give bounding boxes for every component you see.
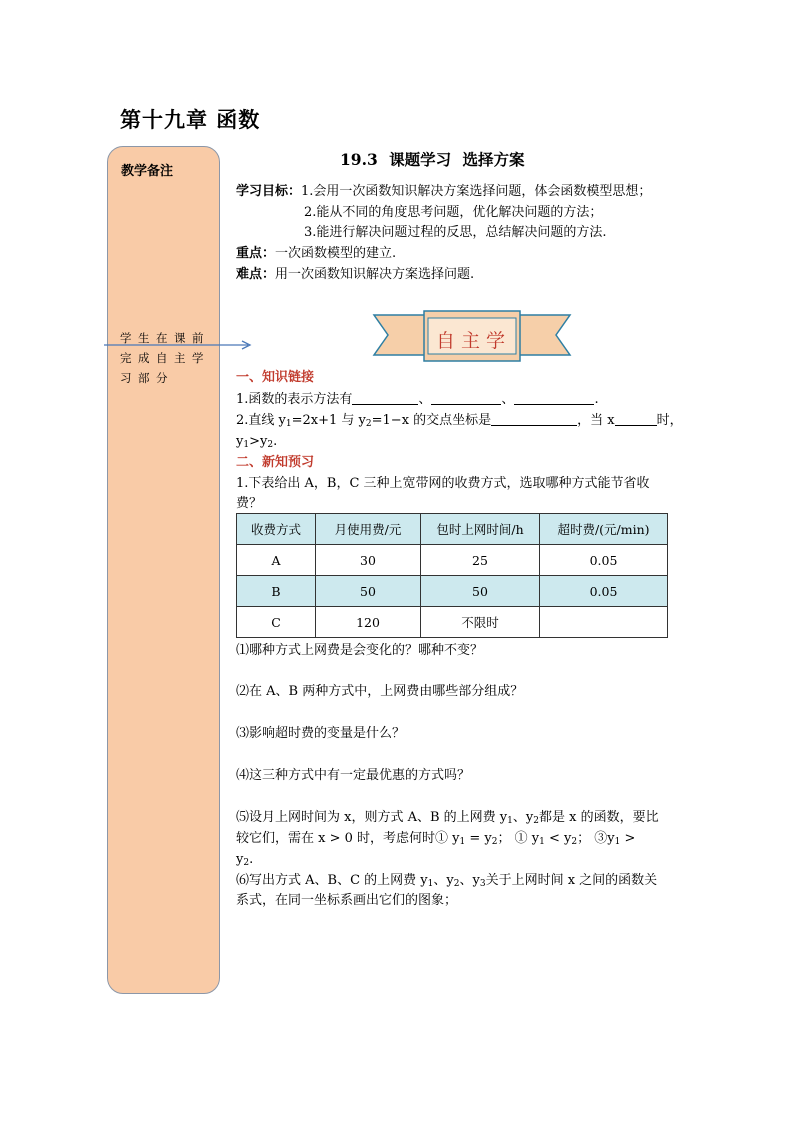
q6-text: 关于上网时间 x 之间的函数关 — [485, 873, 658, 888]
q5-text: = y — [465, 831, 492, 846]
sub-question: ⑴哪种方式上网费是会变化的？哪种不变？ — [236, 643, 484, 658]
table-header-row — [237, 514, 668, 545]
q5-text: > — [620, 831, 636, 846]
subscript: 2 — [491, 837, 498, 847]
subscript: 2 — [571, 837, 578, 847]
q5-text: 都是 x 的函数，要比 — [538, 810, 659, 825]
chapter-title: 第十九章 函数 — [120, 107, 261, 132]
q1-text: 1.函数的表示方法有 — [236, 392, 353, 407]
q6-text: 、y — [433, 873, 454, 888]
table-header-cell: 月使用费/元 — [316, 514, 421, 545]
section-heading: 二、新知预习 — [236, 455, 315, 470]
q2-text: >y — [249, 434, 268, 449]
sub-question-6: 系式，在同一坐标系画出它们的图象； — [236, 893, 458, 908]
q5-text: y — [236, 852, 244, 867]
teaching-notes-sidebar — [107, 146, 220, 994]
difficulty — [236, 265, 474, 284]
table-cell: 50 — [421, 576, 540, 607]
table-header-cell: 包时上网时间/h — [421, 514, 540, 545]
table-cell: 50 — [316, 576, 421, 607]
answer-blank[interactable] — [431, 391, 501, 405]
subscript: 2 — [533, 816, 539, 826]
subscript: 2 — [243, 858, 250, 868]
subscript: 1 — [539, 837, 545, 847]
table-row — [237, 576, 668, 607]
q6-text: ⑹写出方式 A、B、C 的上网费 y — [236, 873, 428, 888]
subscript: 2 — [267, 440, 274, 450]
q2-text: y — [236, 434, 244, 449]
difficulty-label: 难点： — [236, 267, 276, 282]
table-cell — [540, 607, 668, 638]
sub-question: ⑵在 A、B 两种方式中，上网费由哪些部分组成？ — [236, 684, 524, 699]
table-header-cell: 收费方式 — [237, 514, 316, 545]
section-heading: 一、知识链接 — [236, 370, 315, 385]
q1-sep: 、 — [418, 392, 432, 407]
answer-blank[interactable] — [491, 412, 577, 426]
lesson-title: 19.3 课题学习 选择方案 — [340, 150, 525, 169]
subscript: 1 — [614, 837, 621, 847]
q1-sep: 、 — [501, 392, 515, 407]
sub-question: ⑶影响超时费的变量是什么？ — [236, 726, 406, 741]
table-cell: 25 — [421, 545, 540, 576]
sub-question-5 — [236, 808, 659, 831]
q2-text: 时， — [656, 413, 683, 428]
subscript: 1 — [459, 837, 466, 847]
q2-text: . — [273, 434, 278, 449]
table-cell: A — [237, 545, 316, 576]
table-row — [237, 545, 668, 576]
key-point — [236, 244, 396, 263]
fee-table — [236, 513, 668, 638]
q5-text: ⑸设月上网时间为 x，则方式 A、B 的上网费 y — [236, 810, 508, 825]
objectives-line-1 — [236, 182, 651, 201]
question-2-continued — [236, 432, 277, 455]
subscript: 2 — [453, 879, 460, 889]
table-header-cell: 超时费/(元/min) — [540, 514, 668, 545]
sidebar-note: 学生在课前完成自主学习部分 — [120, 331, 210, 385]
table-cell: C — [237, 607, 316, 638]
table-cell: 0.05 — [540, 576, 668, 607]
table-intro: 费？ — [236, 496, 263, 511]
subscript: 1 — [243, 440, 250, 450]
subscript: 1 — [285, 419, 292, 429]
sub-question-5 — [236, 829, 635, 852]
q5-text: . — [249, 852, 254, 867]
table-cell: 不限时 — [421, 607, 540, 638]
table-cell: 120 — [316, 607, 421, 638]
q5-text: < y — [544, 831, 572, 846]
question-2 — [236, 411, 683, 434]
q6-text: 、y — [459, 873, 480, 888]
sub-question: ⑷这三种方式中有一定最优惠的方式吗？ — [236, 768, 471, 783]
subscript: 2 — [365, 419, 372, 429]
q2-text: 2.直线 y — [236, 413, 286, 428]
table-cell: 0.05 — [540, 545, 668, 576]
answer-blank[interactable] — [514, 391, 594, 405]
answer-blank[interactable] — [615, 412, 657, 426]
sidebar-title: 教学备注 — [121, 164, 174, 179]
table-intro: 1.下表给出 A，B，C 三种上宽带网的收费方式，选取哪种方式能节省收 — [236, 476, 650, 491]
table-cell: B — [237, 576, 316, 607]
table-row — [237, 607, 668, 638]
objectives-label: 学习目标： — [236, 184, 302, 199]
difficulty-text: 用一次函数知识解决方案选择问题. — [275, 267, 475, 282]
subscript: 1 — [507, 816, 513, 826]
objective-item: 1.会用一次函数知识解决方案选择问题，体会函数模型思想； — [301, 184, 652, 199]
key-point-label: 重点： — [236, 246, 276, 261]
q2-text: =2x+1 与 y — [291, 413, 366, 428]
q2-text: ，当 x — [577, 413, 615, 428]
objective-item: 3.能进行解决问题过程的反思，总结解决问题的方法. — [304, 225, 607, 240]
table-cell: 30 — [316, 545, 421, 576]
q1-end: . — [594, 392, 599, 407]
subscript: 3 — [479, 879, 486, 889]
sub-question-5 — [236, 850, 253, 873]
answer-blank[interactable] — [352, 391, 418, 405]
arrow-right-icon — [104, 340, 254, 350]
q2-text: =1−x 的交点坐标是 — [371, 413, 492, 428]
q5-text: ； ① y — [497, 831, 540, 846]
key-point-text: 一次函数模型的建立. — [275, 246, 397, 261]
q5-text: ； ③y — [577, 831, 615, 846]
banner-text: 自主学 — [435, 330, 511, 352]
q5-text: 较它们，需在 x > 0 时，考虑何时① y — [236, 831, 460, 846]
objective-item: 2.能从不同的角度思考问题，优化解决问题的方法； — [304, 205, 603, 220]
subscript: 1 — [427, 879, 434, 889]
question-1 — [236, 390, 599, 409]
q5-text: 、y — [512, 810, 534, 825]
